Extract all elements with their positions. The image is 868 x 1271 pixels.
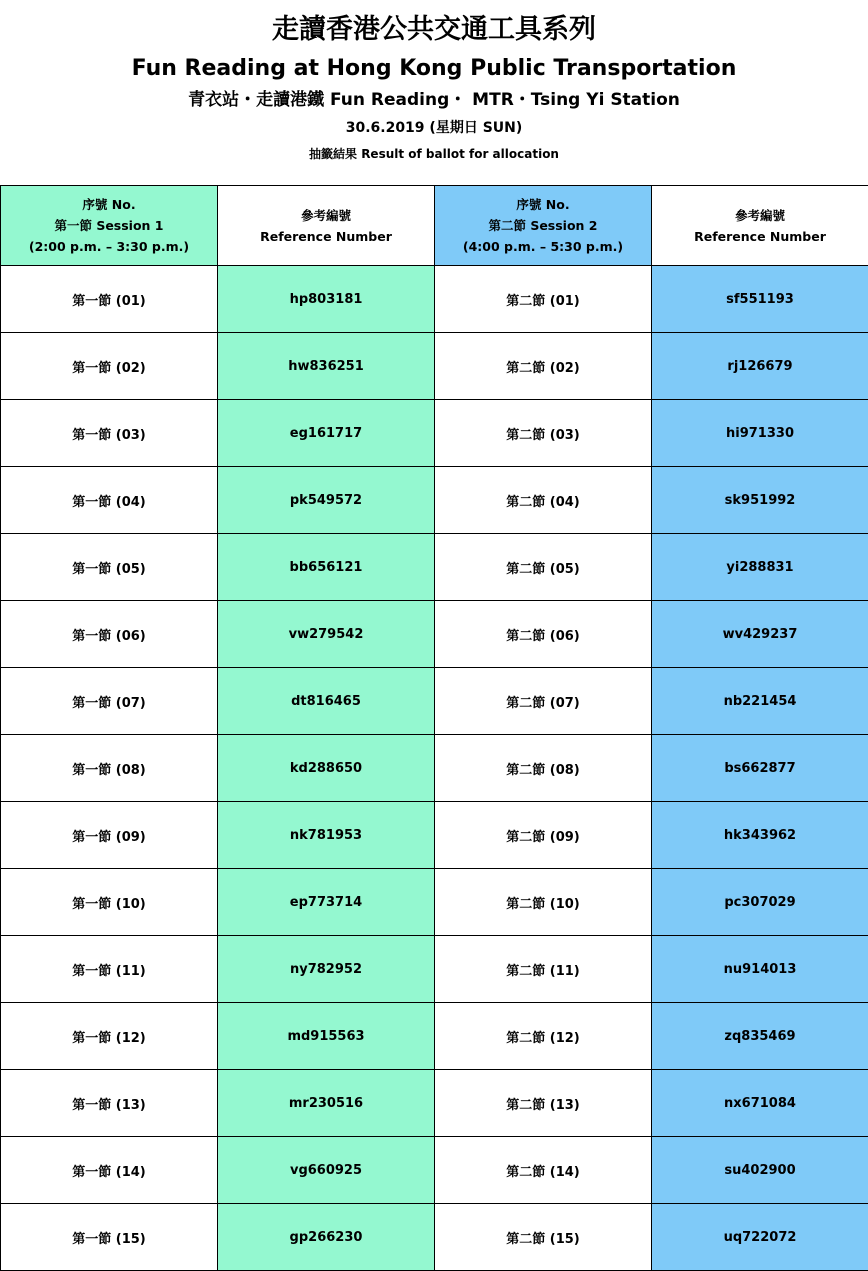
session2-number-cell: 第二節 (11) (435, 936, 652, 1003)
session2-reference-cell: rj126679 (652, 333, 868, 400)
allocation-table (0, 185, 868, 1271)
session2-reference-cell: nx671084 (652, 1070, 868, 1137)
header-session2-number (435, 186, 652, 266)
session2-reference-cell: pc307029 (652, 869, 868, 936)
table-row (1, 467, 868, 534)
session2-number-cell: 第二節 (06) (435, 601, 652, 668)
header-session2-reference (652, 186, 868, 266)
session1-reference-cell: bb656121 (218, 534, 435, 601)
session2-number-cell: 第二節 (08) (435, 735, 652, 802)
session2-reference-cell: uq722072 (652, 1204, 868, 1271)
session2-reference-cell: zq835469 (652, 1003, 868, 1070)
session2-number-cell: 第二節 (07) (435, 668, 652, 735)
session1-reference-cell: eg161717 (218, 400, 435, 467)
session2-reference-cell: nu914013 (652, 936, 868, 1003)
session1-reference-cell: vw279542 (218, 601, 435, 668)
event-date: 30.6.2019 (星期日 SUN) (0, 117, 868, 139)
session1-number-cell: 第一節 (08) (1, 735, 218, 802)
session2-number-cell: 第二節 (05) (435, 534, 652, 601)
session1-reference-cell: hp803181 (218, 266, 435, 333)
table-row (1, 266, 868, 333)
session1-reference-cell: nk781953 (218, 802, 435, 869)
session2-number-cell: 第二節 (15) (435, 1204, 652, 1271)
header-label: 序號 No. (1, 194, 217, 215)
table-row (1, 668, 868, 735)
ballot-caption: 抽籤結果 Result of ballot for allocation (0, 144, 868, 164)
session2-number-cell: 第二節 (04) (435, 467, 652, 534)
session2-reference-cell: sk951992 (652, 467, 868, 534)
header-label: Reference Number (218, 226, 434, 247)
session2-number-cell: 第二節 (14) (435, 1137, 652, 1204)
session1-reference-cell: gp266230 (218, 1204, 435, 1271)
session1-number-cell: 第一節 (11) (1, 936, 218, 1003)
session1-reference-cell: mr230516 (218, 1070, 435, 1137)
session2-reference-cell: nb221454 (652, 668, 868, 735)
header-label: Reference Number (652, 226, 868, 247)
table-row (1, 1003, 868, 1070)
session2-number-cell: 第二節 (01) (435, 266, 652, 333)
table-row (1, 601, 868, 668)
header-label: 第一節 Session 1 (1, 215, 217, 236)
session1-reference-cell: ny782952 (218, 936, 435, 1003)
session2-reference-cell: su402900 (652, 1137, 868, 1204)
session1-reference-cell: dt816465 (218, 668, 435, 735)
session2-reference-cell: wv429237 (652, 601, 868, 668)
session2-reference-cell: yi288831 (652, 534, 868, 601)
session1-number-cell: 第一節 (01) (1, 266, 218, 333)
session2-reference-cell: hk343962 (652, 802, 868, 869)
header-session1-number (1, 186, 218, 266)
header-label: 第二節 Session 2 (435, 215, 651, 236)
table-row (1, 1137, 868, 1204)
table-row (1, 1204, 868, 1271)
table-row (1, 400, 868, 467)
page-title-english: Fun Reading at Hong Kong Public Transportation (0, 54, 868, 84)
table-row (1, 735, 868, 802)
session2-number-cell: 第二節 (09) (435, 802, 652, 869)
session2-number-cell: 第二節 (13) (435, 1070, 652, 1137)
session1-number-cell: 第一節 (12) (1, 1003, 218, 1070)
session2-number-cell: 第二節 (02) (435, 333, 652, 400)
page-title-chinese: 走讀香港公共交通工具系列 (0, 8, 868, 52)
table-row (1, 534, 868, 601)
session1-number-cell: 第一節 (05) (1, 534, 218, 601)
session2-reference-cell: bs662877 (652, 735, 868, 802)
session1-reference-cell: kd288650 (218, 735, 435, 802)
session1-number-cell: 第一節 (10) (1, 869, 218, 936)
header-label: (4:00 p.m. – 5:30 p.m.) (435, 236, 651, 257)
session1-number-cell: 第一節 (02) (1, 333, 218, 400)
session2-number-cell: 第二節 (03) (435, 400, 652, 467)
session1-reference-cell: ep773714 (218, 869, 435, 936)
session1-number-cell: 第一節 (04) (1, 467, 218, 534)
header-label: 參考編號 (218, 205, 434, 226)
header-label: (2:00 p.m. – 3:30 p.m.) (1, 236, 217, 257)
session1-reference-cell: md915563 (218, 1003, 435, 1070)
header-label: 序號 No. (435, 194, 651, 215)
session1-reference-cell: hw836251 (218, 333, 435, 400)
header-label: 參考編號 (652, 205, 868, 226)
table-row (1, 333, 868, 400)
session1-reference-cell: vg660925 (218, 1137, 435, 1204)
table-row (1, 869, 868, 936)
session1-number-cell: 第一節 (09) (1, 802, 218, 869)
session1-number-cell: 第一節 (13) (1, 1070, 218, 1137)
session2-reference-cell: sf551193 (652, 266, 868, 333)
session1-reference-cell: pk549572 (218, 467, 435, 534)
header-session1-reference (218, 186, 435, 266)
table-row (1, 802, 868, 869)
session2-reference-cell: hi971330 (652, 400, 868, 467)
event-subtitle: 青衣站・走讀港鐵 Fun Reading・ MTR・Tsing Yi Station (0, 87, 868, 113)
session2-number-cell: 第二節 (12) (435, 1003, 652, 1070)
session1-number-cell: 第一節 (14) (1, 1137, 218, 1204)
table-header-row (1, 186, 868, 266)
session1-number-cell: 第一節 (06) (1, 601, 218, 668)
session2-number-cell: 第二節 (10) (435, 869, 652, 936)
table-row (1, 1070, 868, 1137)
session1-number-cell: 第一節 (07) (1, 668, 218, 735)
session1-number-cell: 第一節 (03) (1, 400, 218, 467)
session1-number-cell: 第一節 (15) (1, 1204, 218, 1271)
table-row (1, 936, 868, 1003)
